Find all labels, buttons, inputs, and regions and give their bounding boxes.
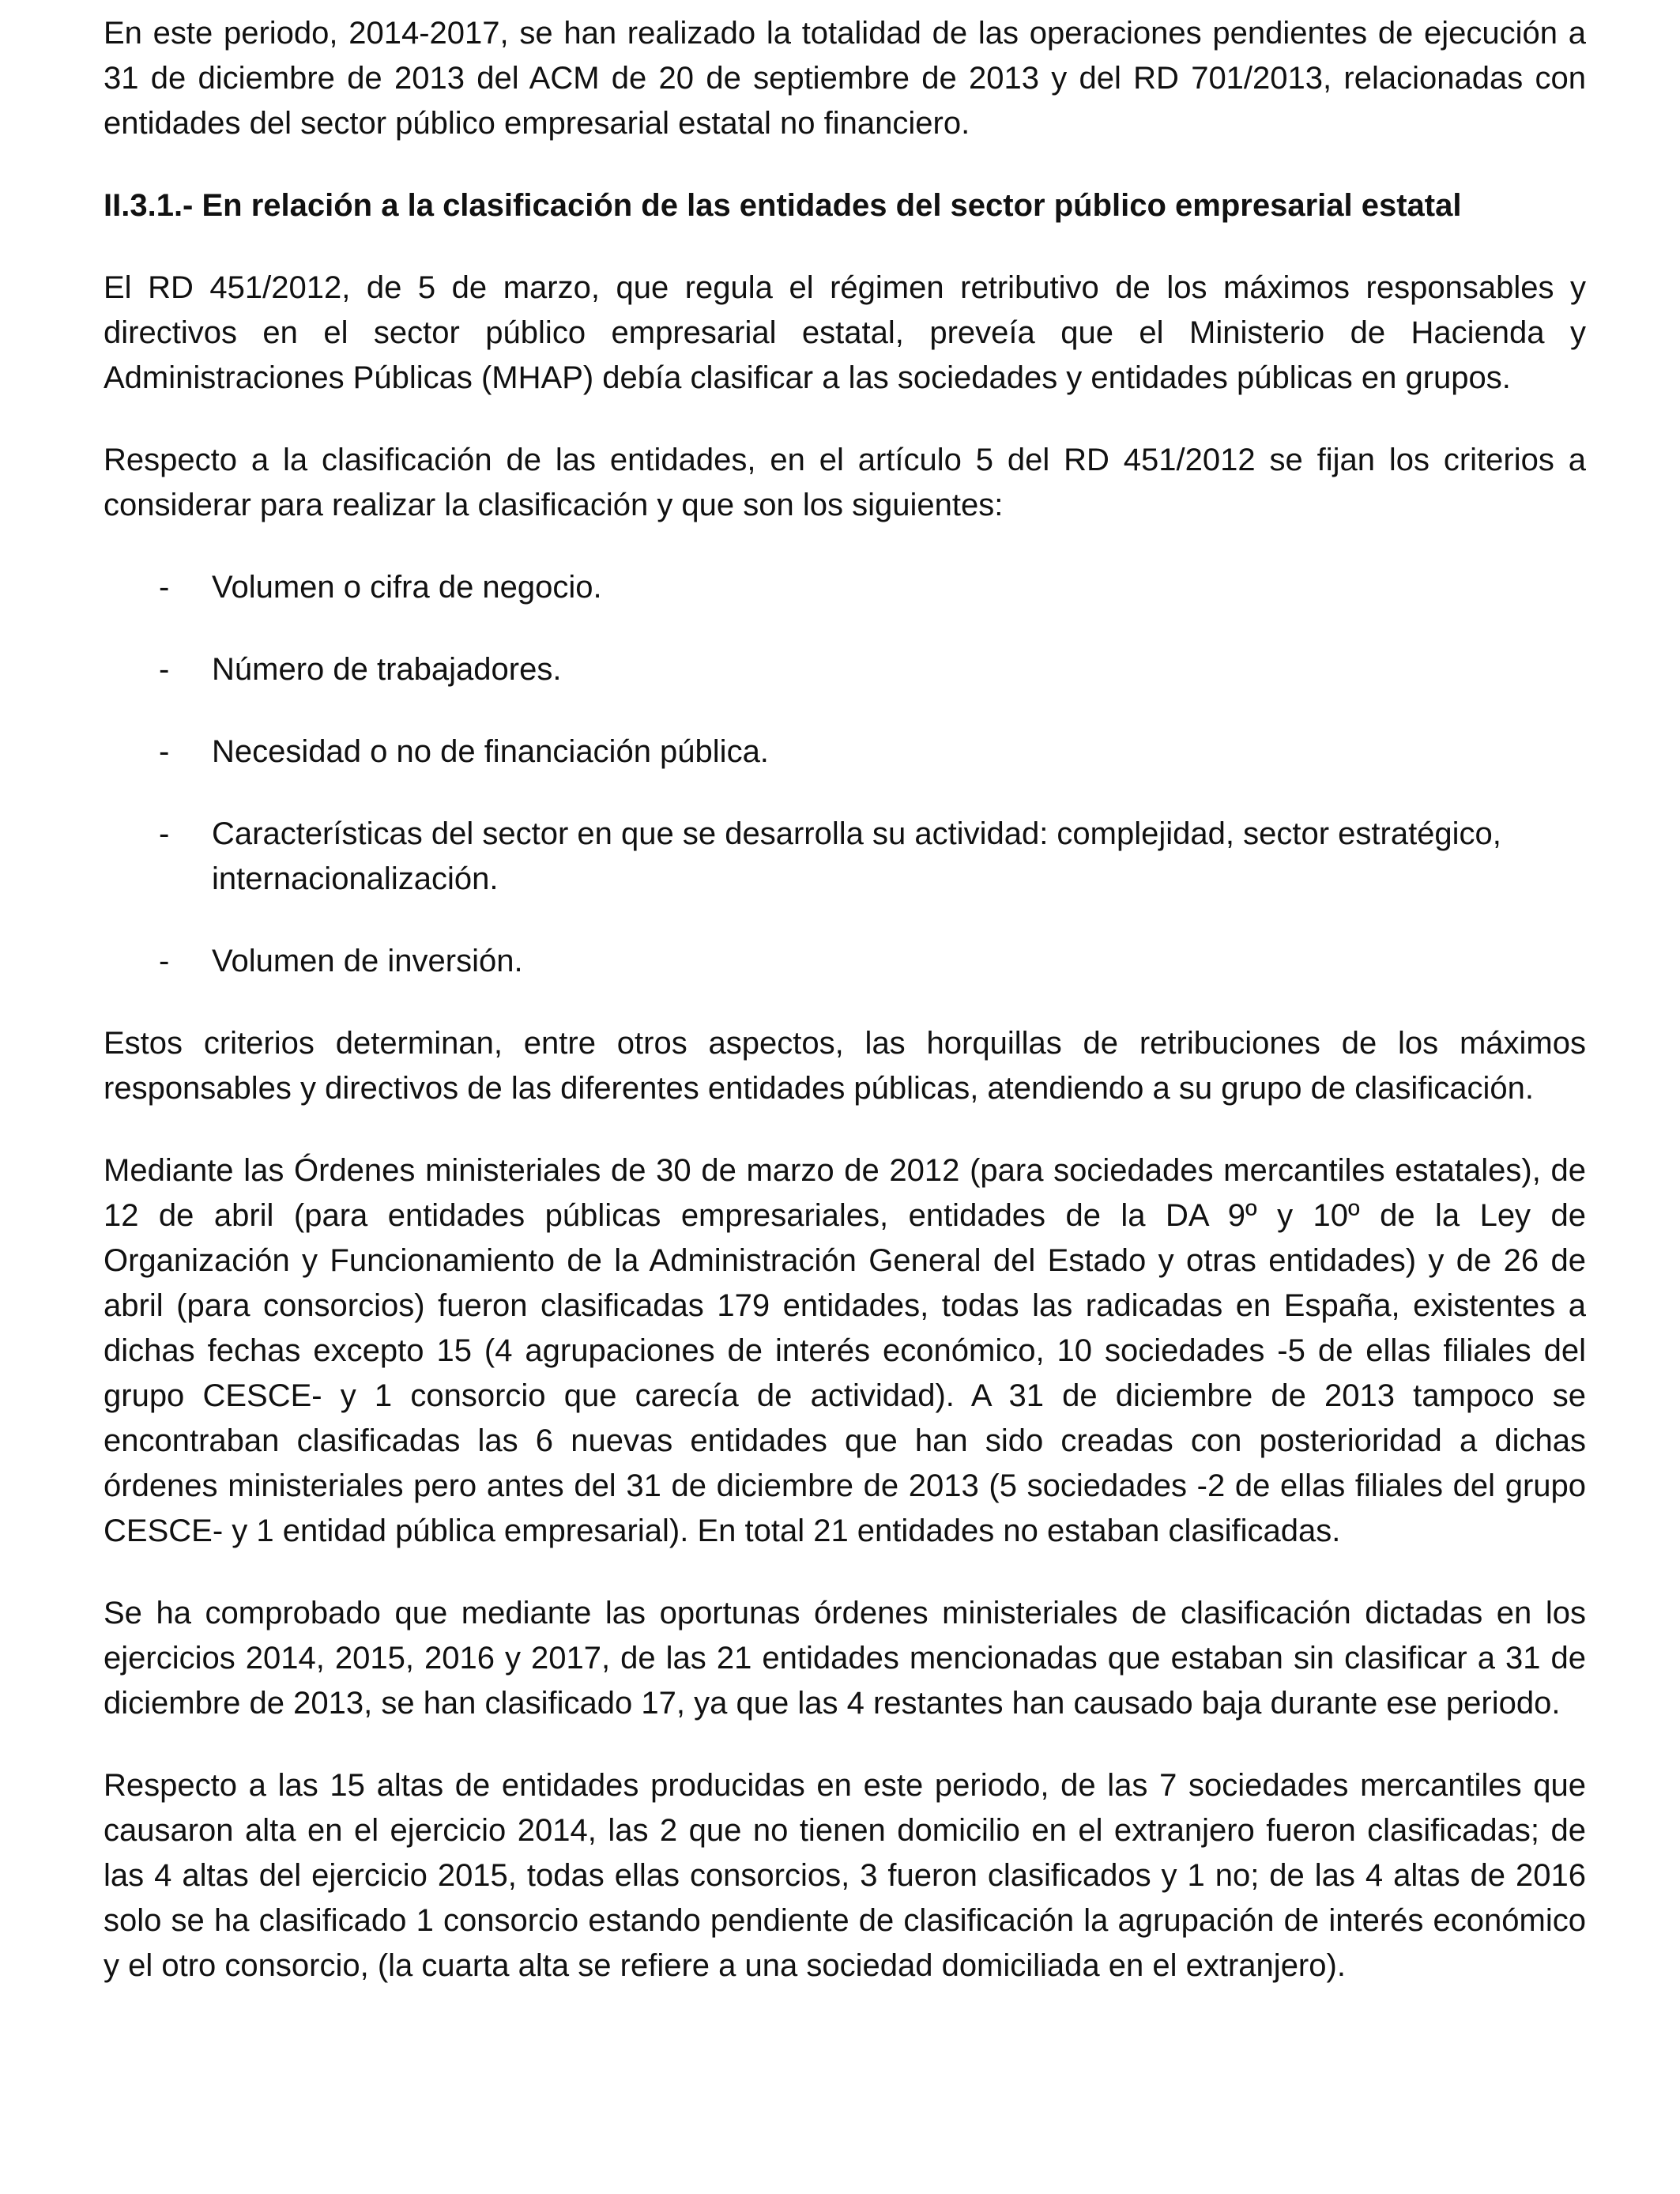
bullet-dash: - <box>159 816 170 851</box>
criteria-list <box>104 565 1586 984</box>
bullet-dash: - <box>159 652 170 687</box>
intro-paragraph: En este periodo, 2014-2017, se han realizado la totalidad de las operaciones pendientes de ejecución a 31 de diciembre de 2013 del ACM de 20 de septiembre de 2013 y del RD 701/2013, relacionadas con entidades del sector público empresarial estatal no financiero. <box>104 16 1586 141</box>
list-item <box>104 939 1586 984</box>
criterion-text: Necesidad o no de financiación pública. <box>212 734 769 769</box>
bullet-dash: - <box>159 944 170 978</box>
criterion-text: Características del sector en que se desarrolla su actividad: complejidad, sector estratégico, internacionalización. <box>212 816 1501 896</box>
criterion-text: Volumen o cifra de negocio. <box>212 570 602 605</box>
list-item <box>104 647 1586 692</box>
list-item <box>104 565 1586 610</box>
bullet-dash: - <box>159 734 170 769</box>
criterion-text: Volumen de inversión. <box>212 944 523 978</box>
paragraph-ministerial-orders: Mediante las Órdenes ministeriales de 30 de marzo de 2012 (para sociedades mercantiles estatales), de 12 de abril (para entidades públicas empresariales, entidades de la DA 9º y 10º de la Ley de Organización y Funcionamiento de la Administración General del Estado y otras entidades) y de 26 de abril (para consorcios) fueron clasificadas 179 entidades, todas las radicadas en España, existentes a dichas fechas excepto 15 (4 agrupaciones de interés económico, 10 sociedades -5 de ellas filiales del grupo CESCE- y 1 consorcio que carecía de actividad). A 31 de diciembre de 2013 tampoco se encontraban clasificadas las 6 nuevas entidades que han sido creadas con posterioridad a dichas órdenes ministeriales pero antes del 31 de diciembre de 2013 (5 sociedades -2 de ellas filiales del grupo CESCE- y 1 entidad pública empresarial). En total 21 entidades no estaban clasificadas. <box>104 1153 1586 1548</box>
paragraph-rd-451: El RD 451/2012, de 5 de marzo, que regula el régimen retributivo de los máximos responsables y directivos en el sector público empresarial estatal, preveía que el Ministerio de Hacienda y Administraciones Públicas (MHAP) debía clasificar a las sociedades y entidades públicas en grupos. <box>104 270 1586 395</box>
list-item <box>104 729 1586 775</box>
list-item <box>104 812 1586 902</box>
criterion-text: Número de trabajadores. <box>212 652 562 687</box>
paragraph-salary-ranges: Estos criterios determinan, entre otros aspectos, las horquillas de retribuciones de los máximos responsables y directivos de las diferentes entidades públicas, atendiendo a su grupo de clasificación. <box>104 1026 1586 1106</box>
document-page <box>104 11 1586 2026</box>
paragraph-criteria-intro: Respecto a la clasificación de las entidades, en el artículo 5 del RD 451/2012 se fijan los criterios a considerar para realizar la clasificación y que son los siguientes: <box>104 443 1586 522</box>
paragraph-new-entities: Respecto a las 15 altas de entidades producidas en este periodo, de las 7 sociedades mercantiles que causaron alta en el ejercicio 2014, las 2 que no tienen domicilio en el extranjero fueron clasificadas; de las 4 altas del ejercicio 2015, todas ellas consorcios, 3 fueron clasificados y 1 no; de las 4 altas de 2016 solo se ha clasificado 1 consorcio estando pendiente de clasificación la agrupación de interés económico y el otro consorcio, (la cuarta alta se refiere a una sociedad domiciliada en el extranjero). <box>104 1768 1586 1983</box>
section-heading: II.3.1.- En relación a la clasificación de las entidades del sector público empresarial estatal <box>104 188 1462 223</box>
bullet-dash: - <box>159 570 170 605</box>
paragraph-verification: Se ha comprobado que mediante las oportunas órdenes ministeriales de clasificación dictadas en los ejercicios 2014, 2015, 2016 y 2017, de las 21 entidades mencionadas que estaban sin clasificar a 31 de diciembre de 2013, se han clasificado 17, ya que las 4 restantes han causado baja durante ese periodo. <box>104 1596 1586 1721</box>
